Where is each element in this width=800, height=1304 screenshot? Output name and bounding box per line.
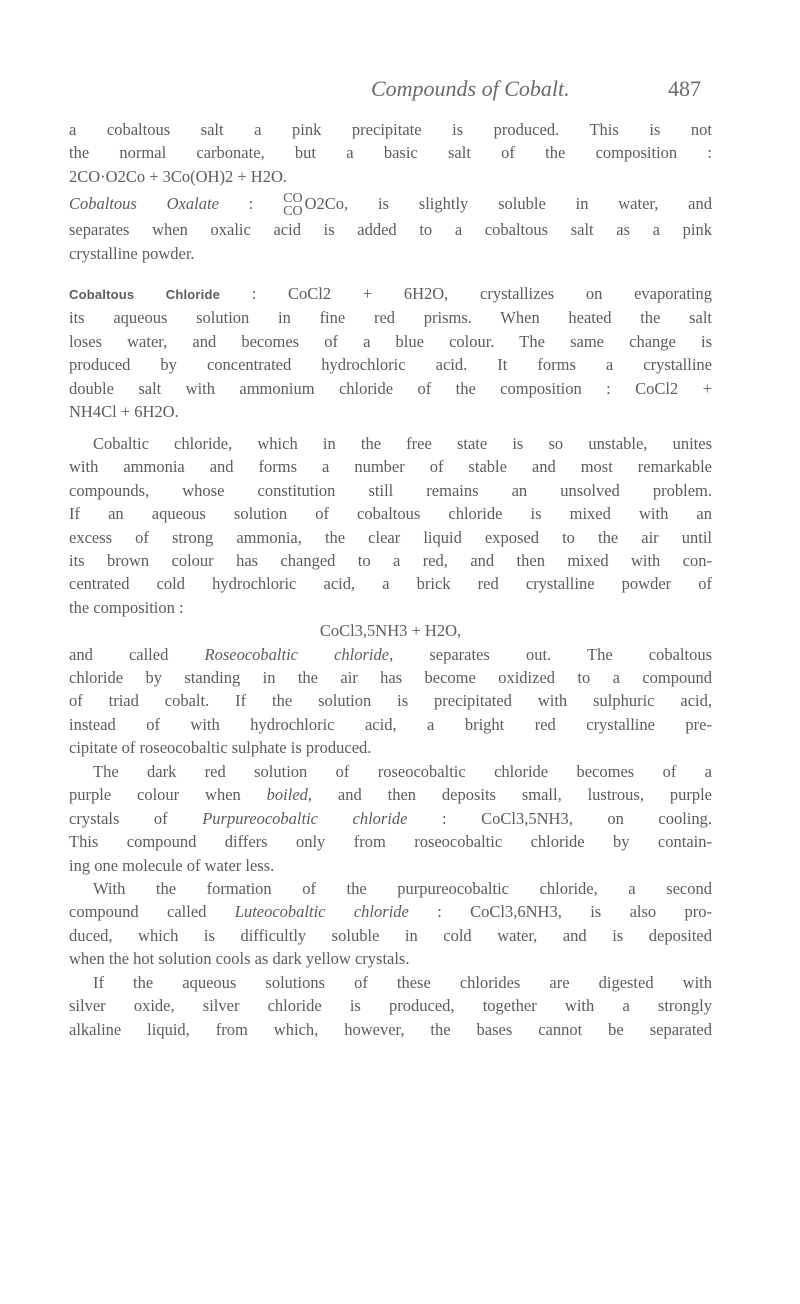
text-line: compounds, whose constitution still remains an unsolved problem. bbox=[69, 480, 712, 500]
formula-tail: O2Co, bbox=[304, 194, 349, 213]
text-line: With the formation of the purpureocobaltic chloride, a second bbox=[93, 879, 712, 898]
text-line: If an aqueous solution of cobaltous chloride is mixed with an bbox=[69, 504, 712, 524]
compound-name: Purpureocobaltic chloride bbox=[202, 808, 408, 828]
text-line: instead of with hydrochloric acid, a bright red crystalline pre- bbox=[69, 714, 712, 734]
oxalate-title: Cobaltous Oxalate bbox=[69, 194, 219, 213]
text-line: a cobaltous salt a pink precipitate is produced. This is not bbox=[69, 120, 712, 139]
text-line: with ammonia and forms a number of stable and most remarkable bbox=[69, 457, 712, 477]
text-line: separates when oxalic acid is added to a cobaltous salt as a pink bbox=[69, 220, 712, 240]
roseocobaltic-formula: CoCl3,5NH3 + H2O, bbox=[319, 621, 462, 641]
text-fragment: and called bbox=[69, 644, 169, 664]
section-heading: Cobaltous Chloride bbox=[69, 287, 221, 302]
oxalate-line1-rest: is slightly soluble in water, and bbox=[377, 194, 713, 213]
text-line: double salt with ammonium chloride of the composition : CoCl2 + bbox=[69, 378, 712, 398]
text-line: the normal carbonate, but a basic salt of the composition : bbox=[69, 143, 712, 163]
text-line: silver oxide, silver chloride is produced, together with a strongly bbox=[69, 996, 712, 1016]
text-line: cipitate of roseocobaltic sulphate is produced. bbox=[69, 738, 372, 758]
chloride-line1-rest: : CoCl2 + 6H2O, crystallizes on evaporating bbox=[251, 284, 712, 303]
paragraph-purpureocobaltic bbox=[69, 760, 712, 877]
text-fragment: purple colour when bbox=[69, 785, 241, 805]
text-line: chloride by standing in the air has become oxidized to a compound bbox=[69, 668, 712, 688]
text-line bbox=[69, 807, 712, 830]
text-fragment: : CoCl3,5NH3, on cooling. bbox=[442, 808, 712, 828]
text-line bbox=[69, 783, 712, 806]
text-line: If the aqueous solutions of these chlorides are digested with bbox=[93, 973, 712, 992]
text-line: its aqueous solution in fine red prisms. When heated the salt bbox=[69, 308, 712, 328]
page-header bbox=[371, 76, 701, 102]
text-fragment: crystals of bbox=[69, 808, 168, 828]
compound-name: Roseocobaltic chloride bbox=[204, 644, 390, 664]
text-line: centrated cold hydrochloric acid, a brick red crystalline powder of bbox=[69, 574, 712, 594]
text-line bbox=[69, 643, 712, 666]
formula-top: CO bbox=[283, 191, 303, 207]
text-line bbox=[69, 900, 712, 923]
page-number: 487 bbox=[668, 76, 701, 101]
text-line bbox=[69, 282, 712, 306]
text-line: of triad cobalt. If the solution is precipitated with sulphuric acid, bbox=[69, 691, 712, 711]
text-line: excess of strong ammonia, the clear liquid exposed to the air until bbox=[69, 527, 712, 547]
paragraph-cobaltic-chloride bbox=[69, 432, 712, 760]
text-line: 2CO·O2Co + 3Co(OH)2 + H2O. bbox=[69, 166, 287, 186]
paragraph-luteocobaltic bbox=[69, 877, 712, 971]
text-line: This compound differs only from roseocobaltic chloride by contain- bbox=[69, 832, 712, 852]
text-fragment: compound called bbox=[69, 902, 207, 922]
text-line: The dark red solution of roseocobaltic chloride becomes of a bbox=[93, 762, 712, 781]
text-line: Cobaltous Oxalate : CO CO O2Co, is slightly soluble in water, and bbox=[69, 191, 713, 220]
paragraph-silver-oxide bbox=[69, 971, 712, 1041]
text-line: loses water, and becomes of a blue colour. The same change is bbox=[69, 331, 712, 351]
text-line: alkaline liquid, from which, however, the bases cannot be separated bbox=[69, 1019, 712, 1039]
text-fragment: : CoCl3,6NH3, is also pro- bbox=[437, 902, 712, 922]
running-title: Compounds of Cobalt. bbox=[371, 76, 570, 101]
text-fragment: , and then deposits small, lustrous, purple bbox=[307, 785, 712, 805]
text-fragment: , separates out. The cobaltous bbox=[389, 644, 713, 664]
text-line: duced, which is difficultly soluble in cold water, and is deposited bbox=[69, 925, 712, 945]
compound-name: Luteocobaltic chloride bbox=[234, 902, 409, 922]
paragraph-carbonate bbox=[69, 118, 712, 188]
text-line: Cobaltic chloride, which in the free state is so unstable, unites bbox=[93, 434, 712, 453]
oxalate-formula-stack bbox=[283, 192, 302, 218]
text-line: when the hot solution cools as dark yellow crystals. bbox=[69, 949, 410, 969]
text-line: NH4Cl + 6H2O. bbox=[69, 402, 179, 422]
text-line: the composition : bbox=[69, 597, 184, 617]
text-line: ing one molecule of water less. bbox=[69, 855, 275, 875]
text-line: produced by concentrated hydrochloric acid. It forms a crystalline bbox=[69, 355, 712, 375]
paragraph-cobaltous-chloride bbox=[69, 282, 712, 423]
formula-bottom: CO bbox=[283, 204, 303, 220]
text-line: crystalline powder. bbox=[69, 243, 195, 263]
text-line: its brown colour has changed to a red, and then mixed with con- bbox=[69, 551, 712, 571]
emphasis: boiled bbox=[266, 785, 308, 805]
paragraph-oxalate bbox=[69, 190, 712, 265]
